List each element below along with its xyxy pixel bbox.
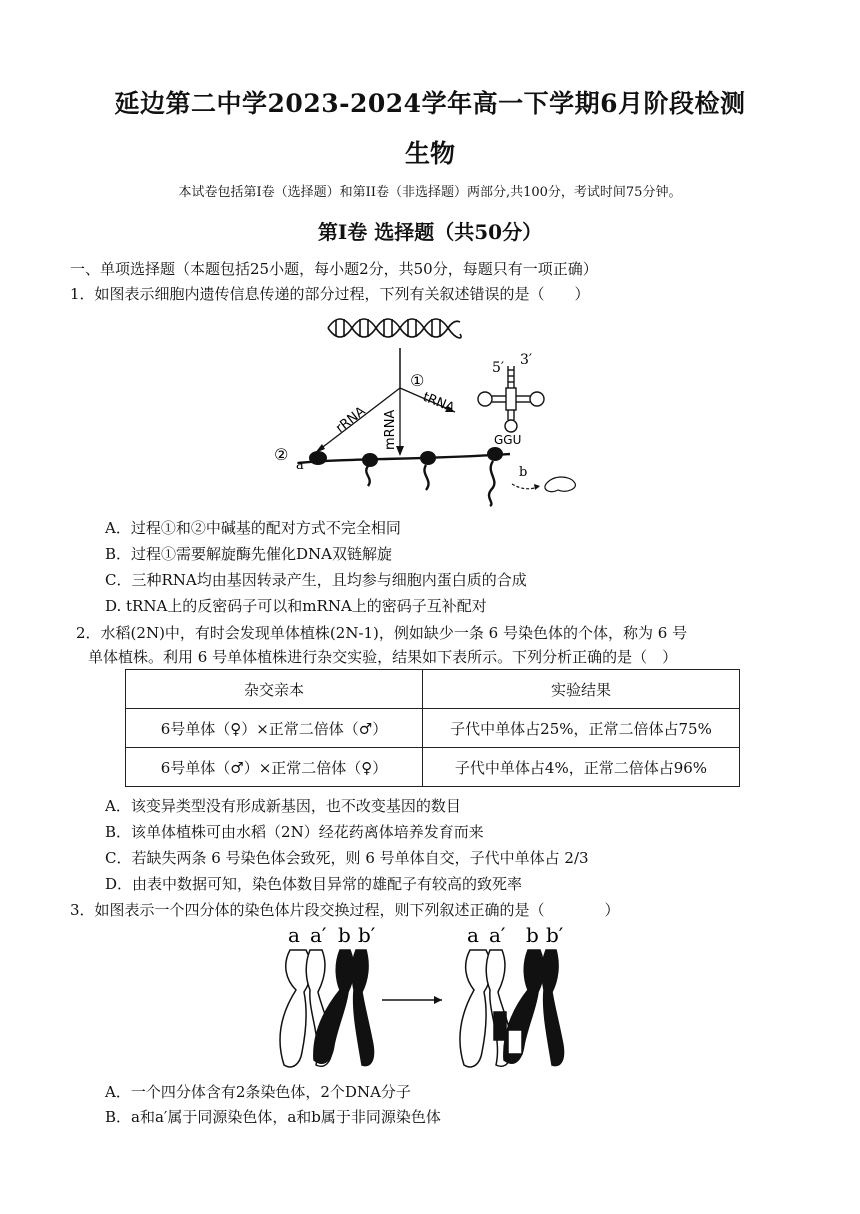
q2-option-d: D．由表中数据可知，染色体数目异常的雄配子有较高的致死率 bbox=[105, 875, 523, 893]
q1-option-c: C．三种RNA均由基因转录产生，且均参与细胞内蛋白质的合成 bbox=[105, 571, 527, 589]
table-cell: 6号单体（♂）×正常二倍体（♀） bbox=[126, 748, 423, 787]
q3-option-a: A．一个四分体含有2条染色体，2个DNA分子 bbox=[105, 1083, 411, 1101]
chromatid-label: a bbox=[467, 923, 479, 947]
table-cell: 子代中单体占4%，正常二倍体占96% bbox=[423, 748, 740, 787]
section-heading: 第Ⅰ卷 选择题（共50分） bbox=[317, 220, 543, 244]
q1-gene-expression-figure bbox=[270, 308, 600, 508]
label-a: a bbox=[296, 458, 304, 473]
q3-crossing-over-figure bbox=[270, 920, 590, 1075]
cross-results-table bbox=[125, 669, 740, 787]
tetrad-before-icon bbox=[280, 950, 374, 1067]
q2-option-a: A．该变异类型没有形成新基因，也不改变基因的数目 bbox=[105, 797, 461, 815]
exam-title: 延边第二中学2023-2024学年高一下学期6月阶段检测 bbox=[114, 89, 746, 118]
exam-note: 本试卷包括第Ⅰ卷（选择题）和第II卷（非选择题）两部分,共100分，考试时间75分钟。 bbox=[178, 185, 682, 200]
table-row bbox=[126, 748, 740, 787]
chromatid-label: a′ bbox=[489, 923, 506, 947]
label-b: b bbox=[519, 465, 528, 480]
mrna-strand bbox=[298, 454, 510, 463]
polypeptide-chains bbox=[366, 461, 494, 506]
mrna-label: mRNA bbox=[383, 409, 398, 450]
q1-option-d: D. tRNA上的反密码子可以和mRNA上的密码子互补配对 bbox=[105, 597, 487, 615]
five-prime-label: 5′ bbox=[492, 360, 505, 376]
q3-stem: 3．如图表示一个四分体的染色体片段交换过程，则下列叙述正确的是（ ） bbox=[70, 901, 620, 919]
chromatid-label: a bbox=[288, 923, 300, 947]
chromatid-label: b bbox=[526, 923, 539, 947]
table-row bbox=[126, 709, 740, 748]
trna-label: tRNA bbox=[420, 389, 457, 416]
chromatid-label: b′ bbox=[546, 923, 564, 947]
q1-option-a: A．过程①和②中碱基的配对方式不完全相同 bbox=[105, 519, 401, 537]
folded-protein-icon bbox=[545, 477, 576, 492]
dna-helix-icon bbox=[328, 319, 461, 338]
label-process-1: ① bbox=[410, 371, 425, 390]
q2-option-b: B．该单体植株可由水稻（2N）经花药离体培养发育而来 bbox=[105, 823, 484, 841]
q1-stem: 1．如图表示细胞内遗传信息传递的部分过程，下列有关叙述错误的是（ ） bbox=[70, 285, 590, 303]
q2-option-c: C．若缺失两条 6 号染色体会致死，则 6 号单体自交，子代中单体占 2/3 bbox=[105, 849, 589, 867]
table-header: 实验结果 bbox=[423, 670, 740, 709]
q2-stem-line2: 单体植株。利用 6 号单体植株进行杂交实验，结果如下表所示。下列分析正确的是（ ） bbox=[88, 648, 678, 666]
part-heading: 一、单项选择题（本题包括25小题，每小题2分，共50分，每题只有一项正确） bbox=[70, 260, 598, 278]
chromatid-label: b′ bbox=[358, 923, 376, 947]
q3-option-b: B．a和a′属于同源染色体，a和b属于非同源染色体 bbox=[105, 1108, 441, 1126]
table-header: 杂交亲本 bbox=[126, 670, 423, 709]
table-cell: 6号单体（♀）×正常二倍体（♂） bbox=[126, 709, 423, 748]
anticodon-label: GGU bbox=[494, 433, 522, 447]
label-process-2: ② bbox=[274, 445, 289, 464]
chromatid-label: a′ bbox=[310, 923, 327, 947]
three-prime-label: 3′ bbox=[520, 352, 533, 368]
table-header-row bbox=[126, 670, 740, 709]
subject-title: 生物 bbox=[404, 139, 455, 168]
tetrad-after-icon bbox=[460, 950, 564, 1067]
q1-option-b: B．过程①需要解旋酶先催化DNA双链解旋 bbox=[105, 545, 393, 563]
q2-stem-line1: 2．水稻(2N)中，有时会发现单体植株(2N-1)，例如缺少一条 6 号染色体的个体，称为 6 号 bbox=[76, 624, 688, 642]
table-cell: 子代中单体占25%，正常二倍体占75% bbox=[423, 709, 740, 748]
rrna-label: rRNA bbox=[333, 404, 369, 437]
trna-cloverleaf-icon bbox=[478, 366, 544, 432]
chromatid-label: b bbox=[338, 923, 351, 947]
